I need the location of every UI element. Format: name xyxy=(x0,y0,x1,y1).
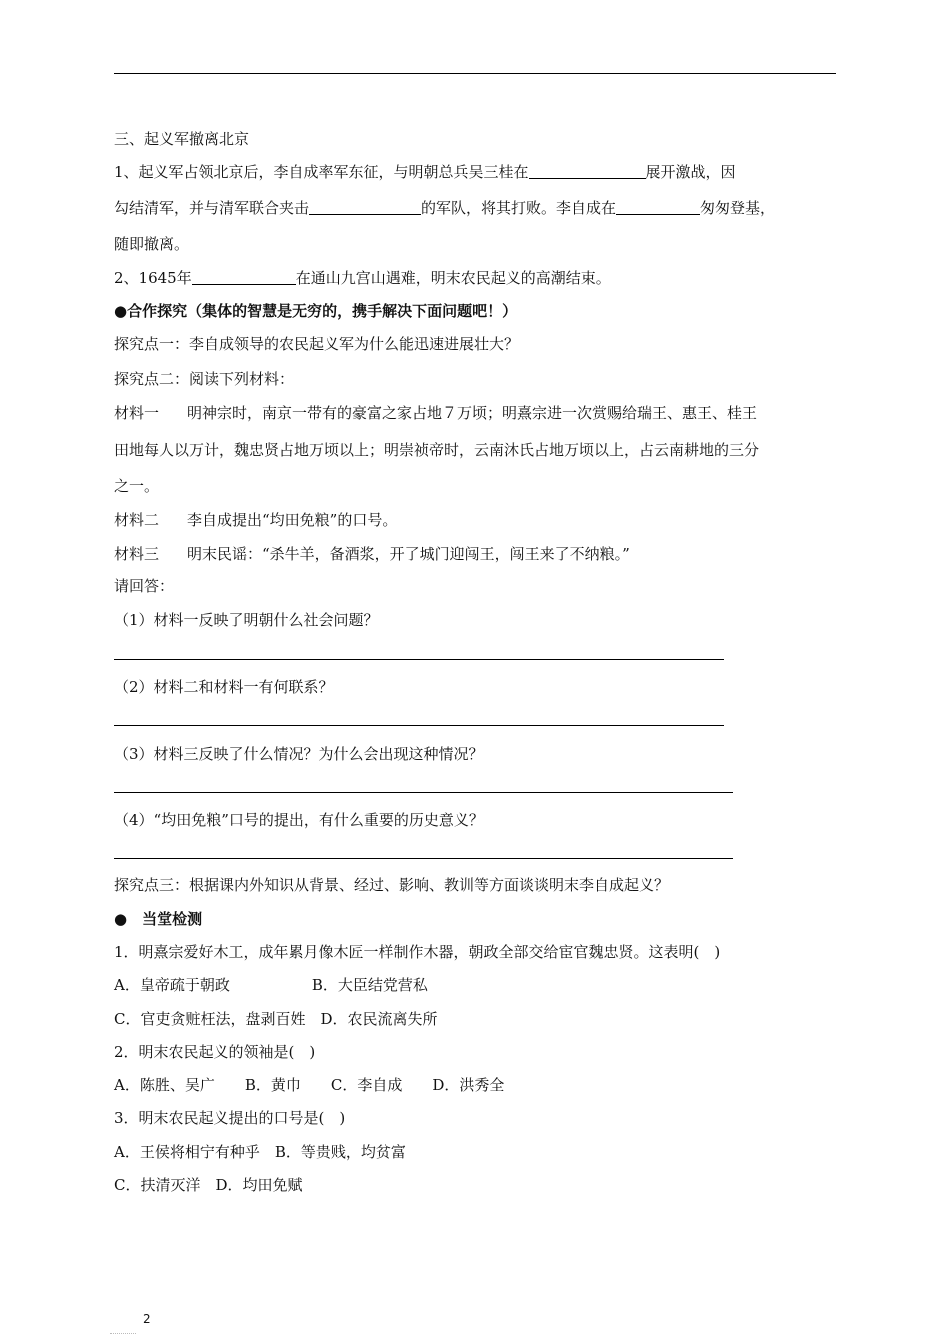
q1-text-e: 匆匆登基， xyxy=(700,199,776,217)
footer-dots xyxy=(110,1333,136,1334)
test-q3-options-cd: C．扶清灭洋 D．均田免赋 xyxy=(114,1176,303,1194)
test-heading: ● 当堂检测 xyxy=(114,910,203,928)
sub-question-2: （2）材料二和材料一有何联系？ xyxy=(114,678,334,696)
inquiry-point-1: 探究点一：李自成领导的农民起义军为什么能迅速进展壮大？ xyxy=(114,335,520,353)
test-q2-options: A．陈胜、吴广 B．黄巾 C．李自成 D．洪秀全 xyxy=(114,1076,505,1094)
answer-prompt: 请回答： xyxy=(114,577,175,595)
q1-text-b: 展开激战，因 xyxy=(645,163,736,181)
answer-line-1[interactable] xyxy=(114,659,724,660)
question-1-line-1 xyxy=(114,162,736,182)
material-1-label: 材料一 xyxy=(114,404,160,422)
fill-blank[interactable] xyxy=(309,198,421,215)
test-question-2: 2．明末农民起义的领袖是( ) xyxy=(114,1043,316,1061)
material-3 xyxy=(114,544,630,564)
material-1-line-3: 之一。 xyxy=(114,477,160,495)
option-a[interactable]: A．皇帝疏于朝政 xyxy=(114,976,230,994)
test-question-1: 1．明熹宗爱好木工，成年累月像木匠一样制作木器，朝政全部交给宦官魏忠贤。这表明( ) xyxy=(114,943,721,961)
fill-blank[interactable] xyxy=(192,268,296,285)
q2-text-b: 在通山九宫山遇难，明末农民起义的高潮结束。 xyxy=(295,269,611,287)
sub-question-3: （3）材料三反映了什么情况？为什么会出现这种情况？ xyxy=(114,745,484,763)
material-1-text: 明神宗时，南京一带有的豪富之家占地７万顷；明熹宗进一次赏赐给瑞王、惠王、桂王 xyxy=(187,404,758,422)
fill-blank[interactable] xyxy=(616,198,700,215)
test-question-3: 3．明末农民起义提出的口号是( ) xyxy=(114,1109,346,1127)
inquiry-point-2: 探究点二：阅读下列材料： xyxy=(114,370,295,388)
question-1-line-2 xyxy=(114,198,775,218)
material-3-label: 材料三 xyxy=(114,545,160,563)
section-title: 三、起义军撤离北京 xyxy=(114,130,250,148)
q1-text-a: 1、起义军占领北京后，李自成率军东征，与明朝总兵吴三桂在 xyxy=(114,163,529,181)
material-2-text: 李自成提出“均田免粮”的口号。 xyxy=(187,511,398,529)
question-1-line-3: 随即撤离。 xyxy=(114,235,190,253)
material-1-line-1 xyxy=(114,403,757,423)
test-q1-options-cd: C．官吏贪赃枉法，盘剥百姓 D．农民流离失所 xyxy=(114,1010,438,1028)
sub-question-4: （4）“均田免粮”口号的提出，有什么重要的历史意义？ xyxy=(114,811,484,829)
option-b[interactable]: B．大臣结党营私 xyxy=(311,976,428,994)
test-q1-options-ab xyxy=(114,975,428,995)
answer-line-3[interactable] xyxy=(114,792,733,793)
header-rule xyxy=(114,73,836,74)
material-3-text: 明末民谣：“杀牛羊，备酒浆，开了城门迎闯王，闯王来了不纳粮。” xyxy=(187,545,630,563)
cooperate-heading: ●合作探究（集体的智慧是无穷的，携手解决下面问题吧！） xyxy=(114,302,518,320)
test-q3-options-ab: A．王侯将相宁有种乎 B．等贵贱，均贫富 xyxy=(114,1143,406,1161)
answer-line-4[interactable] xyxy=(114,858,733,859)
q1-text-c: 勾结清军，并与清军联合夹击 xyxy=(114,199,310,217)
question-2-line xyxy=(114,268,611,288)
q2-text-a: 2、1645年 xyxy=(114,269,192,287)
material-2 xyxy=(114,510,397,530)
q1-text-d: 的军队，将其打败。李自成在 xyxy=(421,199,617,217)
material-2-label: 材料二 xyxy=(114,511,160,529)
sub-question-1: （1）材料一反映了明朝什么社会问题？ xyxy=(114,611,379,629)
page-number: 2 xyxy=(143,1312,151,1326)
answer-line-2[interactable] xyxy=(114,725,724,726)
fill-blank[interactable] xyxy=(529,162,646,179)
inquiry-point-3: 探究点三：根据课内外知识从背景、经过、影响、教训等方面谈谈明末李自成起义？ xyxy=(114,876,670,894)
material-1-line-2: 田地每人以万计，魏忠贤占地万顷以上；明崇祯帝时，云南沐氏占地万顷以上，占云南耕地的三分 xyxy=(114,441,760,459)
